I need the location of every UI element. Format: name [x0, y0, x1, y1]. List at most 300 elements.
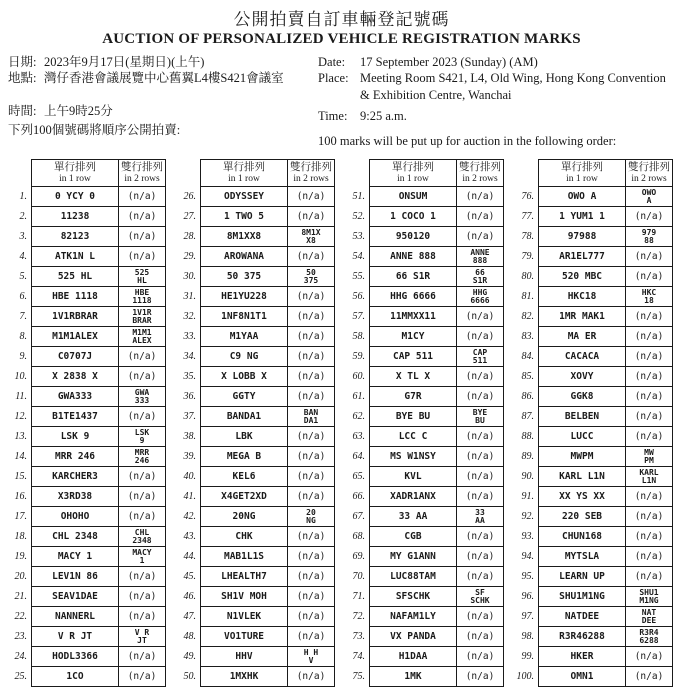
mark-one-row — [201, 406, 287, 426]
plate-line-text: V R — [134, 627, 150, 637]
plate-text: 1 YUM1 1 — [559, 211, 605, 223]
plate-text: HBE 1118 — [52, 291, 98, 303]
mark-one-row — [32, 266, 118, 286]
plate-text: N1VLEK — [226, 611, 262, 623]
mark-two-rows — [456, 286, 503, 306]
page-title-chinese: 公開拍賣自訂車輛登記號碼 — [233, 10, 450, 29]
mark-one-row — [32, 366, 118, 386]
na-text: (n/a) — [465, 671, 495, 683]
mark-two-rows — [287, 346, 334, 366]
na-text: (n/a) — [634, 371, 664, 383]
mark-two-rows — [456, 666, 503, 686]
plate-line-text: MRR — [134, 447, 150, 457]
mark-one-row — [201, 206, 287, 226]
plate-line-text: A — [646, 195, 652, 205]
plate-text: 50 375 — [226, 271, 262, 283]
time-label-en: Time: — [318, 108, 348, 123]
plate-text: ANNE 888 — [390, 251, 436, 263]
mark-two-rows — [456, 646, 503, 666]
na-text: (n/a) — [634, 351, 664, 363]
mark-one-row — [32, 306, 118, 326]
header-one-row-zh: 單行排列 — [392, 161, 434, 173]
mark-one-row — [539, 446, 625, 466]
plate-text: KEL6 — [232, 471, 256, 483]
plate-text: BYE BU — [395, 411, 431, 423]
plate-text: 8M1XX8 — [226, 231, 262, 243]
marks-group-1 — [4, 159, 166, 687]
mark-one-row — [201, 306, 287, 326]
mark-one-row — [539, 266, 625, 286]
mark-one-row — [32, 526, 118, 546]
row-number-spacer — [4, 159, 31, 186]
mark-two-rows — [118, 526, 165, 546]
mark-one-row — [370, 246, 456, 266]
plate-text: GGK8 — [570, 391, 594, 403]
event-info-chinese — [8, 54, 310, 149]
plate-text: 1NF8N1T1 — [221, 311, 267, 323]
na-text: (n/a) — [127, 411, 157, 423]
mark-two-rows — [287, 246, 334, 266]
mark-number: 57. — [352, 310, 365, 322]
plate-text: ATK1N L — [54, 251, 96, 263]
plate-text: KARL L1N — [559, 471, 605, 483]
mark-number: 77. — [521, 210, 534, 222]
plate-line-text: JT — [137, 635, 147, 645]
mark-two-rows — [287, 646, 334, 666]
plate-line-text: PM — [644, 455, 654, 465]
event-info-section — [0, 54, 683, 149]
mark-number: 25. — [14, 670, 27, 682]
plate-line-text: 979 — [641, 227, 657, 237]
mark-number: 76. — [521, 190, 534, 202]
mark-two-rows — [287, 666, 334, 686]
mark-two-rows — [456, 226, 503, 246]
mark-number: 97. — [521, 610, 534, 622]
mark-number: 8. — [19, 330, 27, 342]
na-text: (n/a) — [296, 191, 326, 203]
place-row-zh — [8, 70, 310, 86]
plate-text: KARCHER3 — [52, 471, 98, 483]
mark-number: 23. — [14, 630, 27, 642]
plate-text: 1CO — [66, 671, 84, 683]
mark-number: 99. — [521, 650, 534, 662]
na-text: (n/a) — [127, 591, 157, 603]
plate-line-text: HBE — [134, 287, 150, 297]
mark-two-rows — [625, 346, 672, 366]
mark-number: 2. — [19, 210, 27, 222]
header-one-row-en: in 1 row — [566, 173, 598, 184]
na-text: (n/a) — [296, 391, 326, 403]
mark-number: 61. — [352, 390, 365, 402]
plate-text: 1V1RBRAR — [52, 311, 98, 323]
mark-number: 100. — [516, 670, 534, 682]
mark-one-row — [32, 486, 118, 506]
na-text: (n/a) — [465, 551, 495, 563]
mark-one-row — [32, 186, 118, 206]
mark-two-rows — [625, 486, 672, 506]
mark-one-row — [32, 326, 118, 346]
mark-number: 39. — [183, 450, 196, 462]
header-two-rows-en: in 2 rows — [462, 173, 498, 184]
plate-text: 1 TWO 5 — [223, 211, 265, 223]
mark-number: 17. — [14, 510, 27, 522]
na-text: (n/a) — [127, 671, 157, 683]
mark-two-rows — [456, 466, 503, 486]
mark-one-row — [539, 526, 625, 546]
row-number-spacer — [342, 159, 369, 186]
mark-number: 65. — [352, 470, 365, 482]
na-text: (n/a) — [634, 251, 664, 263]
na-text: (n/a) — [465, 231, 495, 243]
page-title-english: AUCTION OF PERSONALIZED VEHICLE REGISTRATION MARKS — [102, 31, 581, 47]
plate-line-text: 375 — [303, 275, 319, 285]
na-text: (n/a) — [127, 371, 157, 383]
place-value-zh: 灣仔香港會議展覽中心舊翼L4樓S421會議室 — [44, 71, 284, 86]
plate-text: HE1YU228 — [221, 291, 267, 303]
mark-number: 34. — [183, 350, 196, 362]
plate-line-text: 1 — [139, 555, 145, 565]
mark-one-row — [539, 366, 625, 386]
plate-text: 525 HL — [57, 271, 93, 283]
mark-number: 27. — [183, 210, 196, 222]
place-value-en: Meeting Room S421, L4, Old Wing, Hong Kong Convention & Exhibition Centre, Wanchai — [360, 71, 666, 102]
mark-number: 56. — [352, 290, 365, 302]
mark-two-rows — [287, 406, 334, 426]
plate-text: NATDEE — [564, 611, 600, 623]
plate-line-text: 18 — [644, 295, 654, 305]
na-text: (n/a) — [465, 211, 495, 223]
date-label-en: Date: — [318, 55, 346, 69]
mark-one-row — [370, 206, 456, 226]
mark-number: 11. — [15, 390, 27, 402]
mark-number: 1. — [19, 190, 27, 202]
mark-one-row — [201, 366, 287, 386]
mark-one-row — [539, 486, 625, 506]
mark-number: 15. — [14, 470, 27, 482]
mark-two-rows — [456, 586, 503, 606]
plate-text: MYTSLA — [564, 551, 600, 563]
mark-number: 74. — [352, 650, 365, 662]
header-one-row-zh: 單行排列 — [54, 161, 96, 173]
mark-two-rows — [118, 466, 165, 486]
plate-line-text: LSK — [134, 427, 150, 437]
plate-text: MA ER — [567, 331, 597, 343]
plate-text: LSK 9 — [60, 431, 90, 443]
mark-number: 26. — [183, 190, 196, 202]
plate-text: 1MR MAK1 — [559, 311, 605, 323]
na-text: (n/a) — [296, 451, 326, 463]
plate-text: 950120 — [395, 231, 431, 243]
mark-one-row — [32, 426, 118, 446]
mark-number: 5. — [19, 270, 27, 282]
header-two-rows — [287, 160, 334, 186]
mark-two-rows — [287, 186, 334, 206]
mark-one-row — [201, 386, 287, 406]
row-number-spacer — [173, 159, 200, 186]
header-one-row-en: in 1 row — [59, 173, 91, 184]
mark-number: 59. — [352, 350, 365, 362]
mark-two-rows — [118, 446, 165, 466]
mark-one-row — [370, 646, 456, 666]
mark-two-rows — [118, 366, 165, 386]
plate-line-text: ANNE — [470, 247, 490, 257]
na-text: (n/a) — [634, 491, 664, 503]
mark-number: 48. — [183, 630, 196, 642]
na-text: (n/a) — [634, 551, 664, 563]
mark-one-row — [201, 346, 287, 366]
na-text: (n/a) — [465, 431, 495, 443]
mark-two-rows — [456, 566, 503, 586]
mark-one-row — [201, 526, 287, 546]
plate-text: LEV1N 86 — [52, 571, 98, 583]
plate-text: 97988 — [567, 231, 597, 243]
na-text: (n/a) — [296, 491, 326, 503]
plate-text: XX YS XX — [559, 491, 605, 503]
plate-text: XADR1ANX — [390, 491, 436, 503]
plate-text: X TL X — [395, 371, 431, 383]
plate-text: MAB1L1S — [223, 551, 265, 563]
mark-two-rows — [118, 246, 165, 266]
mark-two-rows — [287, 226, 334, 246]
plate-line-text: 9 — [139, 435, 145, 445]
na-text: (n/a) — [465, 571, 495, 583]
plate-text: R3R46288 — [559, 631, 605, 643]
plate-line-text: NAT — [641, 607, 657, 617]
mark-two-rows — [456, 246, 503, 266]
mark-two-rows — [118, 226, 165, 246]
mark-two-rows — [287, 446, 334, 466]
na-text: (n/a) — [127, 491, 157, 503]
mark-one-row — [370, 526, 456, 546]
header-one-row — [370, 160, 456, 186]
na-text: (n/a) — [465, 311, 495, 323]
marks-grid — [538, 159, 673, 687]
plate-text: LCC C — [398, 431, 428, 443]
mark-one-row — [201, 606, 287, 626]
plate-text: C9 NG — [229, 351, 259, 363]
plate-line-text: GWA — [134, 387, 150, 397]
mark-two-rows — [456, 546, 503, 566]
header-one-row — [32, 160, 118, 186]
mark-number: 7. — [19, 310, 27, 322]
mark-number: 88. — [521, 430, 534, 442]
date-value-en: 17 September 2023 (Sunday) (AM) — [360, 55, 538, 69]
plate-line-text: ALEX — [132, 335, 152, 345]
mark-number: 13. — [14, 430, 27, 442]
plate-text: CGB — [404, 531, 422, 543]
mark-number: 89. — [521, 450, 534, 462]
header-one-row-zh: 單行排列 — [561, 161, 603, 173]
mark-one-row — [370, 626, 456, 646]
header-two-rows-zh: 雙行排列 — [121, 161, 163, 173]
plate-text: CACACA — [564, 351, 600, 363]
mark-number: 54. — [352, 250, 365, 262]
header-two-rows-zh: 雙行排列 — [459, 161, 501, 173]
mark-one-row — [32, 586, 118, 606]
plate-text: GWA333 — [57, 391, 93, 403]
mark-number: 24. — [14, 650, 27, 662]
mark-two-rows — [287, 306, 334, 326]
plate-line-text: BRAR — [132, 315, 152, 325]
plate-line-text: SHU1 — [639, 587, 659, 597]
mark-two-rows — [625, 466, 672, 486]
na-text: (n/a) — [634, 671, 664, 683]
plate-text: SEAV1DAE — [52, 591, 98, 603]
plate-text: HKC18 — [567, 291, 597, 303]
mark-one-row — [539, 346, 625, 366]
plate-text: ONSUM — [398, 191, 428, 203]
mark-number: 40. — [183, 470, 196, 482]
mark-one-row — [32, 466, 118, 486]
plate-line-text: 333 — [134, 395, 150, 405]
mark-number: 73. — [352, 630, 365, 642]
plate-line-text: DEE — [641, 615, 657, 625]
mark-number: 10. — [14, 370, 27, 382]
plate-text: X3RD38 — [57, 491, 93, 503]
mark-two-rows — [625, 526, 672, 546]
na-text: (n/a) — [296, 351, 326, 363]
plate-line-text: BAN — [303, 407, 319, 417]
plate-text: ODYSSEY — [223, 191, 265, 203]
time-label-zh: 時間: — [8, 103, 37, 118]
plate-text: 33 AA — [398, 511, 428, 523]
date-row-zh — [8, 54, 310, 70]
mark-number: 82. — [521, 310, 534, 322]
row-number-column — [4, 159, 31, 687]
plate-text: NANNERL — [54, 611, 96, 623]
mark-one-row — [539, 286, 625, 306]
na-text: (n/a) — [296, 531, 326, 543]
header-two-rows-en: in 2 rows — [631, 173, 667, 184]
mark-one-row — [201, 446, 287, 466]
mark-number: 12. — [14, 410, 27, 422]
mark-one-row — [32, 446, 118, 466]
mark-number: 16. — [14, 490, 27, 502]
na-text: (n/a) — [127, 251, 157, 263]
plate-text: CHUN168 — [561, 531, 603, 543]
plate-text: LBK — [235, 431, 253, 443]
mark-two-rows — [456, 426, 503, 446]
marks-group-3 — [342, 159, 504, 687]
mark-number: 3. — [19, 230, 27, 242]
mark-one-row — [201, 226, 287, 246]
mark-two-rows — [118, 566, 165, 586]
mark-number: 52. — [352, 210, 365, 222]
mark-one-row — [370, 466, 456, 486]
place-row-en — [318, 70, 677, 103]
header-one-row-zh: 單行排列 — [223, 161, 265, 173]
mark-number: 85. — [521, 370, 534, 382]
mark-two-rows — [287, 566, 334, 586]
mark-two-rows — [625, 386, 672, 406]
plate-line-text: SCHK — [470, 595, 490, 605]
mark-one-row — [370, 406, 456, 426]
mark-two-rows — [118, 386, 165, 406]
plate-text: OHOHO — [60, 511, 90, 523]
na-text: (n/a) — [634, 331, 664, 343]
mark-one-row — [201, 426, 287, 446]
plate-text: 20NG — [232, 511, 256, 523]
mark-one-row — [32, 626, 118, 646]
mark-number: 42. — [183, 510, 196, 522]
mark-number: 90. — [521, 470, 534, 482]
plate-text: SHU1M1NG — [559, 591, 605, 603]
mark-two-rows — [625, 266, 672, 286]
mark-two-rows — [625, 306, 672, 326]
mark-one-row — [370, 386, 456, 406]
mark-number: 14. — [14, 450, 27, 462]
mark-number: 60. — [352, 370, 365, 382]
mark-number: 80. — [521, 270, 534, 282]
mark-two-rows — [625, 506, 672, 526]
mark-one-row — [370, 186, 456, 206]
na-text: (n/a) — [634, 411, 664, 423]
na-text: (n/a) — [296, 571, 326, 583]
mark-one-row — [201, 566, 287, 586]
plate-text: 220 SEB — [561, 511, 603, 523]
mark-two-rows — [118, 206, 165, 226]
na-text: (n/a) — [465, 191, 495, 203]
mark-one-row — [370, 546, 456, 566]
mark-one-row — [32, 346, 118, 366]
mark-number: 38. — [183, 430, 196, 442]
marks-grid — [369, 159, 504, 687]
mark-number: 66. — [352, 490, 365, 502]
plate-text: HHV — [235, 651, 253, 663]
mark-two-rows — [625, 586, 672, 606]
mark-two-rows — [118, 286, 165, 306]
mark-two-rows — [118, 486, 165, 506]
plate-line-text: 33 — [475, 507, 485, 517]
na-text: (n/a) — [127, 351, 157, 363]
mark-one-row — [539, 586, 625, 606]
mark-two-rows — [118, 646, 165, 666]
mark-two-rows — [118, 626, 165, 646]
plate-line-text: BU — [475, 415, 485, 425]
mark-number: 95. — [521, 570, 534, 582]
auction-marks-table — [0, 159, 683, 687]
na-text: (n/a) — [465, 371, 495, 383]
na-text: (n/a) — [296, 211, 326, 223]
na-text: (n/a) — [296, 431, 326, 443]
mark-two-rows — [625, 446, 672, 466]
mark-two-rows — [625, 326, 672, 346]
na-text: (n/a) — [465, 531, 495, 543]
mark-number: 44. — [183, 550, 196, 562]
row-number-spacer — [511, 159, 538, 186]
mark-two-rows — [287, 506, 334, 526]
mark-number: 67. — [352, 510, 365, 522]
mark-two-rows — [456, 406, 503, 426]
header-two-rows — [118, 160, 165, 186]
mark-two-rows — [118, 606, 165, 626]
na-text: (n/a) — [127, 511, 157, 523]
mark-one-row — [201, 186, 287, 206]
plate-text: MY G1ANN — [390, 551, 436, 563]
header-two-rows-zh: 雙行排列 — [628, 161, 670, 173]
mark-number: 64. — [352, 450, 365, 462]
mark-two-rows — [625, 626, 672, 646]
plate-line-text: HKC — [641, 287, 657, 297]
plate-text: BELBEN — [564, 411, 600, 423]
mark-one-row — [32, 226, 118, 246]
mark-two-rows — [625, 606, 672, 626]
plate-line-text: CHL — [134, 527, 150, 537]
plate-text: M1CY — [401, 331, 425, 343]
plate-line-text: HL — [137, 275, 147, 285]
plate-line-text: V — [308, 655, 314, 665]
plate-line-text: 6666 — [470, 295, 490, 305]
